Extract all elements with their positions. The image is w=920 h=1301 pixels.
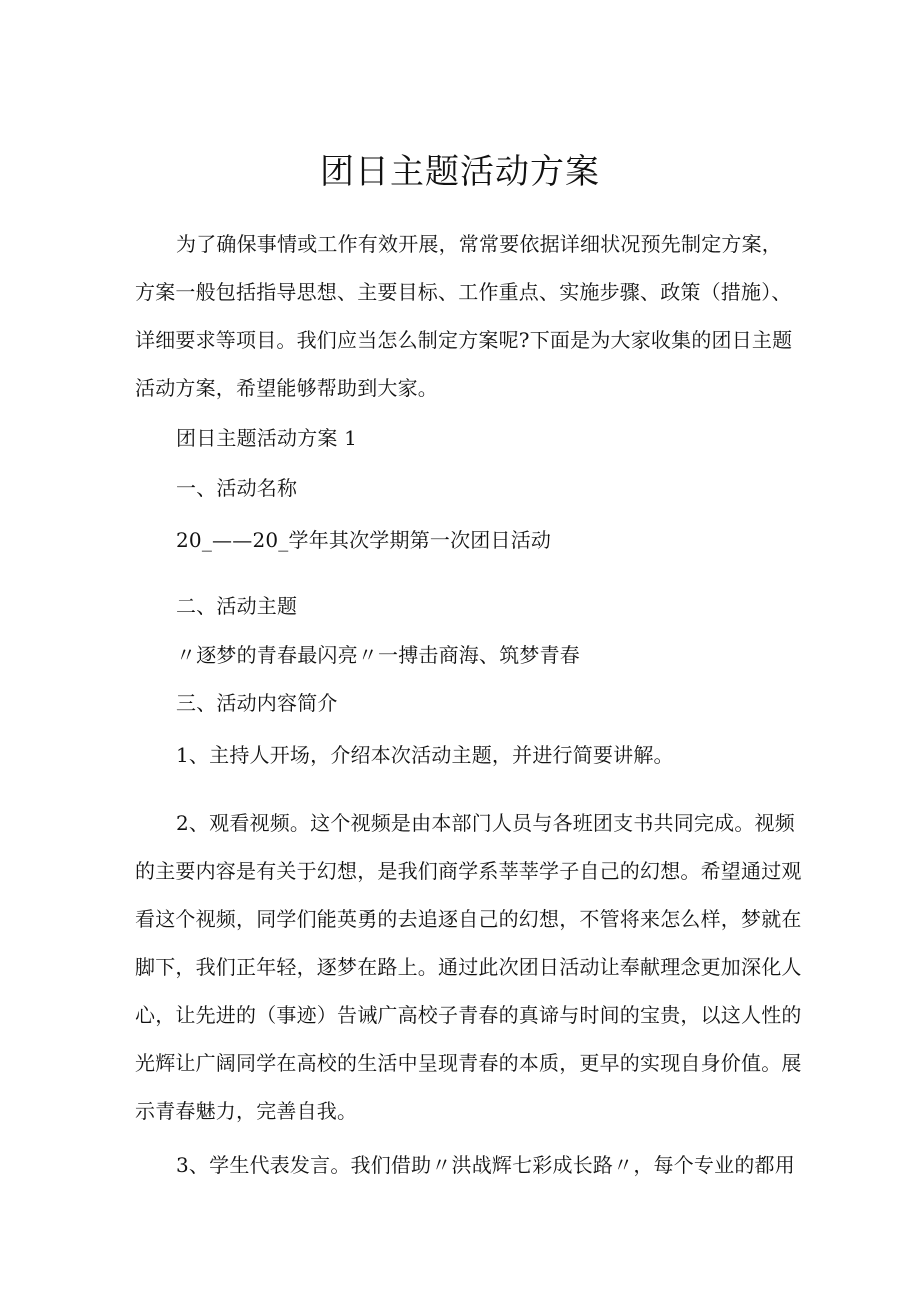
- activity-name-text: 20_——20_学年其次学期第一次团日活动: [176, 528, 552, 552]
- content-item-1: 1、主持人开场，介绍本次活动主题，并进行简要讲解。: [176, 743, 674, 767]
- content-item-2-line-5: 心，让先进的（事迹）告诫广高校子青春的真谛与时间的宝贵，以这人性的: [135, 1003, 802, 1027]
- intro-line-2: 方案一般包括指导思想、主要目标、工作重点、实施步骤、政策（措施）、: [135, 280, 792, 304]
- heading-activity-content: 三、活动内容简介: [176, 691, 338, 715]
- section-title: 团日主题活动方案 1: [176, 426, 358, 450]
- intro-line-4: 活动方案，希望能够帮助到大家。: [135, 376, 438, 400]
- document-title: 团日主题活动方案: [320, 152, 600, 192]
- content-item-2-line-3: 看这个视频，同学们能英勇的去追逐自己的幻想，不管将来怎么样，梦就在: [135, 907, 802, 931]
- activity-theme-text: 〃逐梦的青春最闪亮〃一搏击商海、筑梦青春: [176, 643, 580, 667]
- intro-line-3: 详细要求等项目。我们应当怎么制定方案呢?下面是为大家收集的团日主题: [135, 328, 793, 352]
- content-item-2-line-2: 的主要内容是有关于幻想，是我们商学系莘莘学子自己的幻想。希望通过观: [135, 859, 802, 883]
- content-item-2-line-1: 2、观看视频。这个视频是由本部门人员与各班团支书共同完成。视频: [176, 811, 795, 835]
- heading-activity-theme: 二、活动主题: [176, 594, 298, 618]
- intro-line-1: 为了确保事情或工作有效开展，常常要依据详细状况预先制定方案，: [176, 232, 782, 256]
- content-item-2-line-4: 脚下，我们正年轻，逐梦在路上。通过此次团日活动让奉献理念更加深化人: [135, 955, 802, 979]
- heading-activity-name: 一、活动名称: [176, 476, 298, 500]
- content-item-2-line-7: 示青春魅力，完善自我。: [135, 1099, 358, 1123]
- content-item-2-line-6: 光辉让广阔同学在高校的生活中呈现青春的本质，更早的实现自身价值。展: [135, 1051, 802, 1075]
- content-item-3: 3、学生代表发言。我们借助〃洪战辉七彩成长路〃，每个专业的都用: [176, 1153, 795, 1177]
